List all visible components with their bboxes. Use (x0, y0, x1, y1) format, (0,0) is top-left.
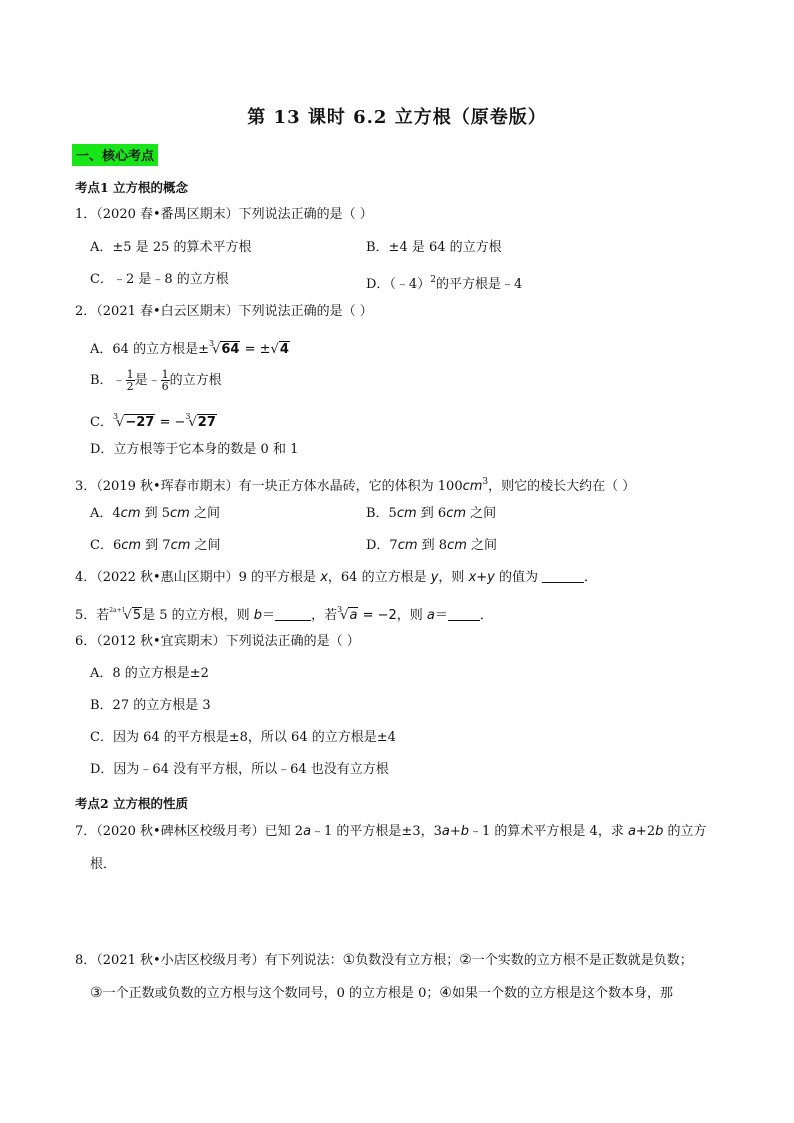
question-7-line-1: 7．（2020 秋•碑林区校级月考）已知 2a﹣1 的平方根是±3，3a+b﹣1 的算术平方根是 4，求 a+2b 的立方 (75, 824, 707, 839)
question-1-option-a: A．±5 是 25 的算术平方根 (90, 240, 252, 255)
question-1-option-b: B．±4 是 64 的立方根 (366, 240, 502, 255)
question-6-option-a: A．8 的立方根是±2 (90, 666, 209, 681)
question-4: 4．（2022 秋•惠山区期中）9 的平方根是 x，64 的立方根是 y，则 x+y 的值为 ． (75, 570, 598, 585)
question-8-line-1: 8．（2021 秋•小店区校级月考）有下列说法：①负数没有立方根；②一个实数的立方根不是正数就是负数； (75, 952, 693, 968)
question-3-option-b: B．5cm 到 6cm 之间 (366, 506, 497, 521)
question-3-stem: 3．（2019 秋•珲春市期末）有一块正方体水晶砖，它的体积为 $100cm^3$，则它的棱长大约在（ ） (75, 477, 636, 494)
question-2-option-a: A．64 的立方根是±$^3$√64 = ±√4 (90, 339, 289, 357)
key-point-2-heading: 考点2 立方根的性质 (75, 796, 189, 811)
question-2-option-b: B．﹣ $\frac{1}{2}$ 是﹣ $\frac{1}{6}$ 的立方根 (90, 368, 222, 393)
answer-blank-b[interactable] (275, 620, 311, 621)
answer-blank[interactable] (542, 582, 584, 583)
question-1-option-d: D．（﹣4）$^2$的平方根是﹣4 (366, 275, 523, 292)
question-3-option-a: A．4cm 到 5cm 之间 (90, 506, 220, 521)
question-3-option-c: C．6cm 到 7cm 之间 (90, 538, 221, 553)
section-heading: 一、核心考点 (72, 144, 158, 166)
question-6-option-d: D．因为﹣64 没有平方根，所以﹣64 也没有立方根 (90, 762, 389, 777)
answer-blank-a[interactable] (448, 620, 480, 621)
question-2-option-c: C．$^3$√−27 = −$^3$√27 (90, 412, 216, 430)
question-2-stem: 2．（2021 春•白云区期末）下列说法正确的是（ ） (75, 304, 373, 319)
question-7-line-2: 根． (90, 857, 117, 872)
question-6-stem: 6．（2012 秋•宜宾期末）下列说法正确的是（ ） (75, 634, 360, 649)
question-6-option-b: B．27 的立方根是 3 (90, 698, 211, 713)
question-5: 5．若$^{2a+1}$√5是 5 的立方根，则 b＝ ，若$^3$√a = −2，则 a＝ ． (75, 605, 493, 623)
key-point-1-heading: 考点1 立方根的概念 (75, 180, 189, 195)
question-3-option-d: D．7cm 到 8cm 之间 (366, 538, 498, 553)
question-2-option-d: D．立方根等于它本身的数是 0 和 1 (90, 442, 299, 457)
question-1-option-c: C．﹣2 是﹣8 的立方根 (90, 272, 229, 287)
question-1-stem: 1．（2020 春•番禺区期末）下列说法正确的是（ ） (75, 207, 373, 222)
question-8-line-2: ③一个正数或负数的立方根与这个数同号，0 的立方根是 0；④如果一个数的立方根是这个数本身，那 (90, 985, 673, 1001)
question-6-option-c: C．因为 64 的平方根是±8，所以 64 的立方根是±4 (90, 730, 396, 745)
page-title: 第 13 课时 6.2 立方根（原卷版） (247, 107, 547, 128)
